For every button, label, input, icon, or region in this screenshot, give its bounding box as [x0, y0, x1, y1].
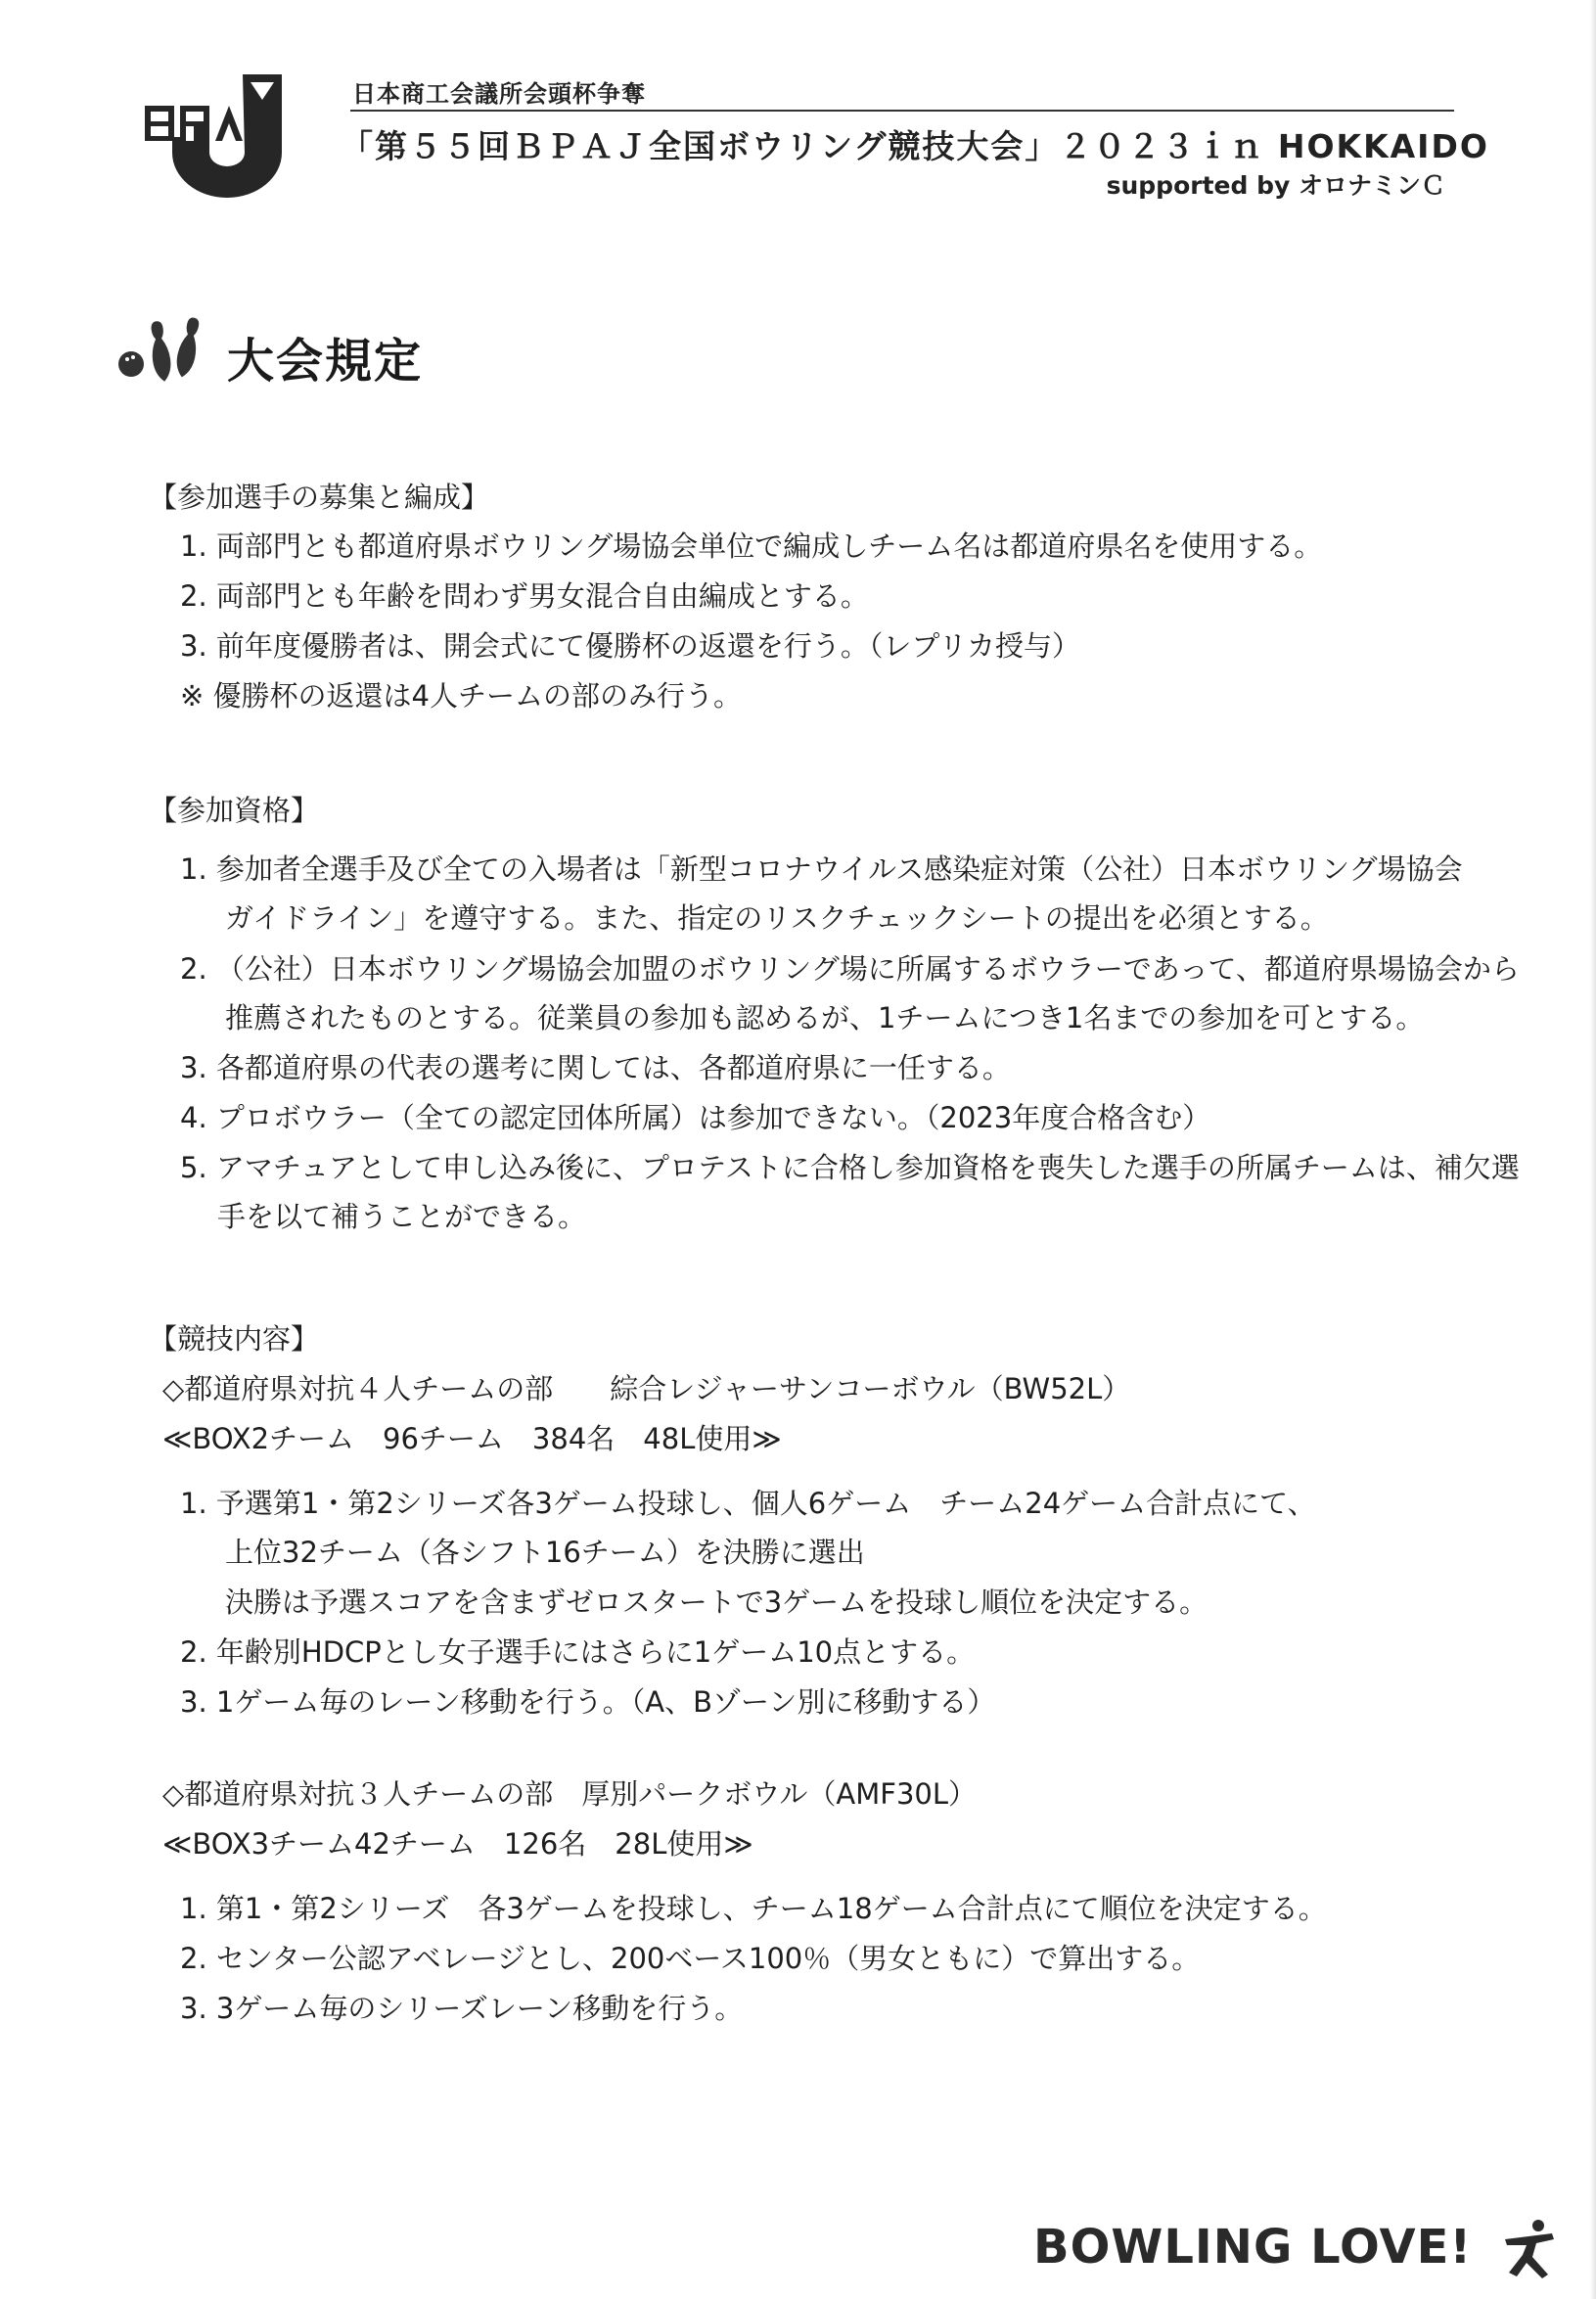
four-team-item-1-cont-2: 決勝は予選スコアを含まずゼロスタートで3ゲームを投球し順位を決定する。: [225, 1586, 1208, 1619]
page-title: 大会規定: [227, 334, 424, 389]
four-team-title: ◇都道府県対抗４人チームの部 綜合レジャーサンコーボウル（BW52L）: [162, 1372, 1131, 1405]
eligibility-item-5-cont: 手を以て補うことができる。: [217, 1200, 587, 1233]
four-team-item-3: 3. 1ゲーム毎のレーン移動を行う。（A、Bゾーン別に移動する）: [180, 1685, 996, 1719]
header-sponsor: supported by オロナミンＣ: [1106, 171, 1445, 200]
footer-slogan: BOWLING LOVE!: [1033, 2220, 1473, 2275]
eligibility-item-1: 1. 参加者全選手及び全ての入場者は「新型コロナウイルス感染症対策（公社）日本ボウリング場協会: [180, 852, 1463, 886]
header-subtitle: 日本商工会議所会頭杯争奪: [352, 80, 646, 108]
four-team-item-1: 1. 予選第1・第2シリーズ各3ゲーム投球し、個人6ゲーム チーム24ゲーム合計点にて、: [180, 1487, 1316, 1520]
eligibility-item-2-cont: 推薦されたものとする。従業員の参加も認めるが、1チームにつき1名までの参加を可とする。: [225, 1001, 1425, 1035]
bowling-ball-pins-icon: [117, 313, 207, 384]
bowler-figure-icon: [1499, 2218, 1560, 2280]
four-team-info: ≪BOX2チーム 96チーム 384名 48L使用≫: [162, 1422, 782, 1455]
recruitment-note: ※ 優勝杯の返還は4人チームの部のみ行う。: [180, 679, 742, 713]
three-team-title: ◇都道府県対抗３人チームの部 厚別パークボウル（AMF30L）: [162, 1777, 978, 1811]
page-edge: [1590, 0, 1596, 2299]
recruitment-item-2: 2. 両部門とも年齢を問わず男女混合自由編成とする。: [180, 579, 869, 613]
recruitment-item-1: 1. 両部門とも都道府県ボウリング場協会単位で編成しチーム名は都道府県名を使用する。: [180, 529, 1323, 563]
eligibility-item-3: 3. 各都道府県の代表の選考に関しては、各都道府県に一任する。: [180, 1051, 1011, 1084]
section-heading-competition: 【競技内容】: [149, 1322, 320, 1356]
recruitment-item-3: 3. 前年度優勝者は、開会式にて優勝杯の返還を行う。（レプリカ授与）: [180, 629, 1080, 663]
three-team-item-3: 3. 3ゲーム毎のシリーズレーン移動を行う。: [180, 1992, 744, 2025]
three-team-info: ≪BOX3チーム42チーム 126名 28L使用≫: [162, 1827, 753, 1861]
four-team-item-2: 2. 年齢別HDCPとし女子選手にはさらに1ゲーム10点とする。: [180, 1635, 976, 1669]
three-team-item-1: 1. 第1・第2シリーズ 各3ゲームを投球し、チーム18ゲーム合計点にて順位を決定する。: [180, 1892, 1327, 1925]
eligibility-item-2: 2. （公社）日本ボウリング場協会加盟のボウリング場に所属するボウラーであって、都道府県場協会から: [180, 952, 1520, 986]
four-team-item-1-cont-1: 上位32チーム（各シフト16チーム）を決勝に選出: [225, 1536, 865, 1569]
eligibility-item-1-cont: ガイドライン」を遵守する。また、指定のリスクチェックシートの提出を必須とする。: [225, 901, 1329, 935]
three-team-item-2: 2. センター公認アベレージとし、200ベース100％（男女ともに）で算出する。: [180, 1942, 1201, 1975]
section-heading-eligibility: 【参加資格】: [149, 794, 320, 827]
section-heading-recruitment: 【参加選手の募集と編成】: [149, 481, 490, 514]
bpaj-logo: [145, 72, 309, 200]
header-divider: [350, 110, 1454, 112]
header-title: 「第５５回ＢＰＡＪ全国ボウリング競技大会」２０２３ｉｎ HOKKAIDO: [341, 127, 1489, 165]
eligibility-item-5: 5. アマチュアとして申し込み後に、プロテストに合格し参加資格を喪失した選手の所属チームは、補欠選: [180, 1151, 1520, 1184]
eligibility-item-4: 4. プロボウラー（全ての認定団体所属）は参加できない。（2023年度合格含む）: [180, 1101, 1211, 1134]
